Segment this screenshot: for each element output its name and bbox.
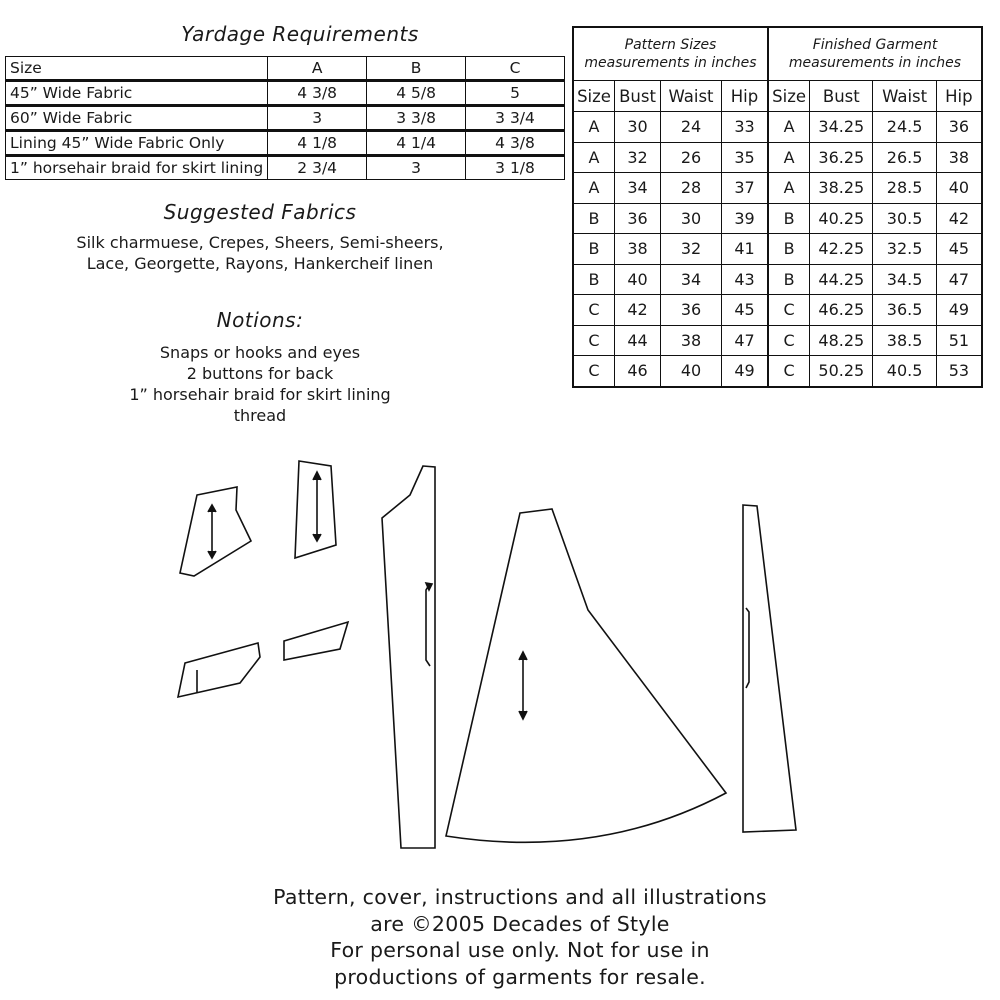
measurements-row — [573, 234, 982, 265]
measurement-cell: 32.5 — [873, 234, 936, 265]
fabrics-line: Lace, Georgette, Rayons, Hankercheif linen — [86, 254, 434, 273]
measurement-cell: B — [768, 264, 810, 295]
measurement-cell: 49 — [936, 295, 982, 326]
measurements-row — [573, 325, 982, 356]
col-waist: Waist — [661, 81, 722, 112]
yardage-cell: 4 3/8 — [466, 131, 565, 156]
measurements-row — [573, 295, 982, 326]
pattern-sizes-header — [573, 27, 768, 81]
measurements-row — [573, 142, 982, 173]
col-bust: Bust — [615, 81, 661, 112]
col-bust: Bust — [810, 81, 873, 112]
yardage-row — [6, 156, 565, 180]
measurement-cell: C — [573, 295, 615, 326]
measurements-row — [573, 356, 982, 387]
measurement-cell: 48.25 — [810, 325, 873, 356]
notions-item: thread — [233, 406, 287, 425]
footer-line: productions of garments for resale. — [334, 964, 706, 989]
measurement-cell: 34.5 — [873, 264, 936, 295]
skirt-piece — [446, 509, 726, 842]
col-hip: Hip — [936, 81, 982, 112]
measurement-cell: A — [573, 142, 615, 173]
sleeve-piece-1 — [178, 643, 260, 697]
yardage-cell: 3 3/4 — [466, 106, 565, 131]
notions-item: 1” horsehair braid for skirt lining — [129, 385, 391, 404]
measurement-cell: 50.25 — [810, 356, 873, 387]
measurement-cell: 36.5 — [873, 295, 936, 326]
measurements-row — [573, 264, 982, 295]
measurement-cell: 42 — [936, 203, 982, 234]
measurement-cell: 46.25 — [810, 295, 873, 326]
measurement-cell: C — [768, 325, 810, 356]
measurements-group-header — [573, 27, 982, 81]
narrow-panel-piece — [743, 505, 796, 832]
measurement-cell: 42 — [615, 295, 661, 326]
col-size: Size — [573, 81, 615, 112]
measurement-cell: C — [768, 295, 810, 326]
measurement-cell: 30 — [615, 112, 661, 143]
measurement-cell: 44 — [615, 325, 661, 356]
yardage-row — [6, 81, 565, 106]
yardage-title: Yardage Requirements — [181, 22, 419, 46]
measurement-cell: 33 — [722, 112, 769, 143]
notions-item: 2 buttons for back — [186, 364, 334, 383]
finished-garment-title: Finished Garment — [812, 37, 938, 53]
measurement-cell: 40 — [661, 356, 722, 387]
measurement-cell: C — [573, 325, 615, 356]
measurement-cell: 24.5 — [873, 112, 936, 143]
measurement-cell: 47 — [722, 325, 769, 356]
measurement-cell: B — [768, 234, 810, 265]
measurements-row — [573, 203, 982, 234]
pattern-sizes-subtitle: measurements in inches — [584, 55, 757, 71]
yardage-cell: 3 3/8 — [367, 106, 466, 131]
measurement-cell: 34 — [615, 173, 661, 204]
measurements-table — [572, 26, 983, 388]
yardage-cell: 5 — [466, 81, 565, 106]
measurement-cell: B — [573, 203, 615, 234]
pattern-pieces-illustration — [160, 450, 840, 860]
measurement-cell: 24 — [661, 112, 722, 143]
yardage-row-label: 1” horsehair braid for skirt lining — [6, 156, 268, 180]
yardage-row-label: Lining 45” Wide Fabric Only — [6, 131, 268, 156]
measurement-cell: 36 — [615, 203, 661, 234]
measurement-cell: 30.5 — [873, 203, 936, 234]
measurement-cell: 40.5 — [873, 356, 936, 387]
measurements-row — [573, 173, 982, 204]
measurement-cell: 41 — [722, 234, 769, 265]
measurement-cell: A — [768, 112, 810, 143]
measurement-cell: A — [768, 173, 810, 204]
measurement-cell: B — [573, 234, 615, 265]
measurements-row — [573, 112, 982, 143]
measurement-cell: 53 — [936, 356, 982, 387]
suggested-fabrics-title: Suggested Fabrics — [163, 200, 357, 224]
measurement-cell: B — [573, 264, 615, 295]
yardage-cell: 4 1/4 — [367, 131, 466, 156]
measurement-cell: 26.5 — [873, 142, 936, 173]
measurement-cell: A — [573, 173, 615, 204]
yardage-table — [5, 56, 565, 180]
measurement-cell: 32 — [615, 142, 661, 173]
footer-line: Pattern, cover, instructions and all illustrations — [273, 885, 767, 909]
yardage-header-a: A — [268, 57, 367, 81]
suggested-fabrics-text — [40, 232, 480, 274]
yardage-cell: 4 5/8 — [367, 81, 466, 106]
measurement-cell: C — [573, 356, 615, 387]
footer-line: are ©2005 Decades of Style — [370, 911, 670, 936]
measurement-cell: 34 — [661, 264, 722, 295]
yardage-cell: 2 3/4 — [268, 156, 367, 180]
yardage-cell: 3 1/8 — [466, 156, 565, 180]
measurement-cell: 38.5 — [873, 325, 936, 356]
measurement-cell: 36.25 — [810, 142, 873, 173]
measurement-cell: 26 — [661, 142, 722, 173]
yardage-cell: 3 — [367, 156, 466, 180]
measurement-cell: 42.25 — [810, 234, 873, 265]
measurement-cell: A — [573, 112, 615, 143]
col-hip: Hip — [722, 81, 769, 112]
measurement-cell: 40.25 — [810, 203, 873, 234]
measurement-cell: 38 — [615, 234, 661, 265]
yardage-header-c: C — [466, 57, 565, 81]
yardage-row-label: 45” Wide Fabric — [6, 81, 268, 106]
measurement-cell: 38.25 — [810, 173, 873, 204]
measurement-cell: 34.25 — [810, 112, 873, 143]
yardage-cell: 4 1/8 — [268, 131, 367, 156]
col-size: Size — [768, 81, 810, 112]
measurement-cell: 30 — [661, 203, 722, 234]
col-waist: Waist — [873, 81, 936, 112]
sleeve-piece-2 — [284, 622, 348, 660]
yardage-row — [6, 131, 565, 156]
yardage-header-row — [6, 57, 565, 81]
bodice-piece-1 — [180, 487, 251, 576]
yardage-row-label: 60” Wide Fabric — [6, 106, 268, 131]
yardage-header-size: Size — [6, 57, 268, 81]
measurement-cell: 40 — [936, 173, 982, 204]
notions-item: Snaps or hooks and eyes — [159, 343, 361, 362]
yardage-header-b: B — [367, 57, 466, 81]
measurement-cell: 45 — [722, 295, 769, 326]
measurement-cell: 38 — [936, 142, 982, 173]
yardage-cell: 3 — [268, 106, 367, 131]
measurement-cell: 36 — [936, 112, 982, 143]
measurements-column-header — [573, 81, 982, 112]
measurement-cell: 28 — [661, 173, 722, 204]
measurement-cell: 28.5 — [873, 173, 936, 204]
measurement-cell: 36 — [661, 295, 722, 326]
measurement-cell: 40 — [615, 264, 661, 295]
measurement-cell: B — [768, 203, 810, 234]
long-panel-piece — [382, 466, 435, 848]
measurement-cell: 49 — [722, 356, 769, 387]
yardage-row — [6, 106, 565, 131]
measurement-cell: A — [768, 142, 810, 173]
measurement-cell: 46 — [615, 356, 661, 387]
measurement-cell: 45 — [936, 234, 982, 265]
copyright-footer — [220, 884, 820, 990]
notions-list — [60, 342, 460, 426]
finished-garment-header — [768, 27, 982, 81]
measurements-body — [573, 112, 982, 387]
yardage-cell: 4 3/8 — [268, 81, 367, 106]
footer-line: For personal use only. Not for use in — [330, 938, 710, 962]
measurement-cell: 43 — [722, 264, 769, 295]
finished-garment-subtitle: measurements in inches — [788, 55, 962, 71]
measurement-cell: C — [768, 356, 810, 387]
measurement-cell: 35 — [722, 142, 769, 173]
bodice-piece-2 — [295, 461, 336, 558]
notions-title: Notions: — [216, 308, 304, 332]
measurement-cell: 47 — [936, 264, 982, 295]
measurement-cell: 38 — [661, 325, 722, 356]
measurement-cell: 44.25 — [810, 264, 873, 295]
pattern-sizes-title: Pattern Sizes — [624, 37, 717, 53]
fabrics-line: Silk charmuese, Crepes, Sheers, Semi-sheers, — [76, 233, 444, 252]
measurement-cell: 51 — [936, 325, 982, 356]
measurement-cell: 39 — [722, 203, 769, 234]
measurement-cell: 32 — [661, 234, 722, 265]
measurement-cell: 37 — [722, 173, 769, 204]
